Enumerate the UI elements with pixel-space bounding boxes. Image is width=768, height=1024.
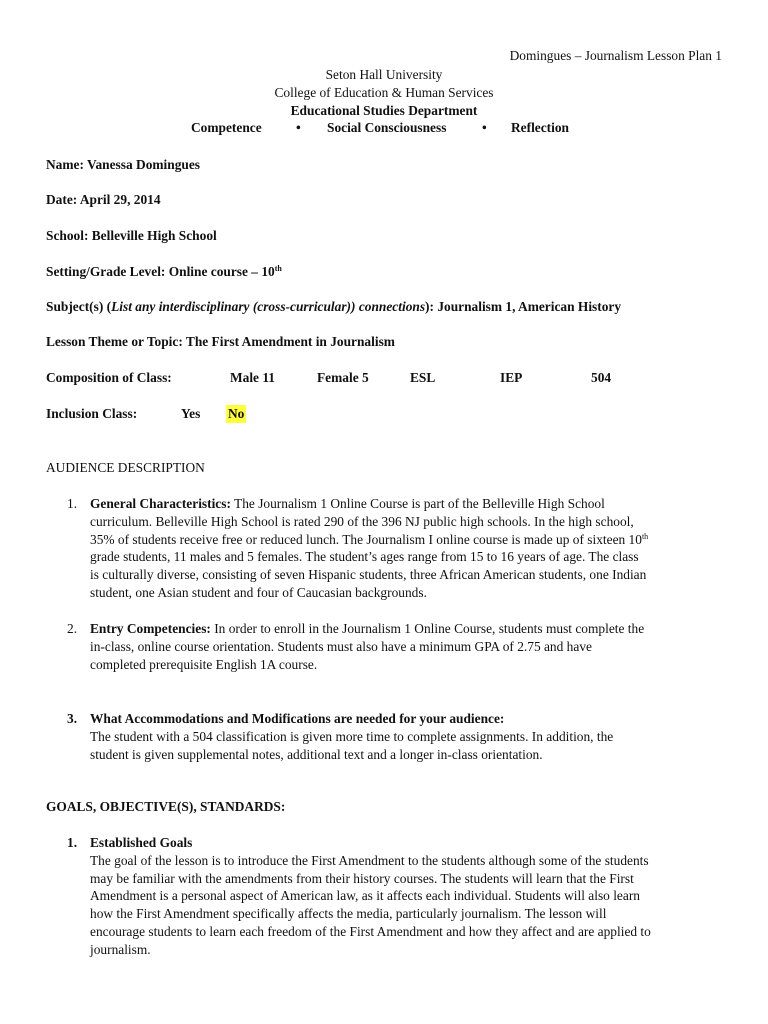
accommodations-paragraph: What Accommodations and Modifications are needed for your audience: The student with a 504 classification is given more time to complete assignments. In addition, the student is given supplemental notes, additional text and a longer in-class orientation. [90, 710, 726, 763]
department-name: Educational Studies Department [290, 103, 478, 118]
list-number: 2. [67, 621, 78, 636]
established-goals-paragraph: Established Goals The goal of the lesson is to introduce the First Amendment to the students although some of the students may be familiar with the amendments from their history courses. The students will learn that the First Amendment is a personal aspect of American law, as it affects each individual. Students will also learn how the First Amendment specifically affects the media, particularly journalism. The lesson will encourage students to learn each freedom of the First Amendment and how they affect and are applied to journalism. [90, 834, 726, 959]
composition-male: Male 11 [230, 370, 275, 385]
entry-competencies-title: Entry Competencies: [90, 621, 211, 636]
value-competence: Competence [191, 120, 262, 135]
value-separator: • [482, 120, 487, 135]
inclusion-yes: Yes [181, 406, 201, 421]
subjects-field: Subject(s) (List any interdisciplinary (cross-curricular)) connections): Journalism 1, American History [46, 299, 622, 314]
entry-competencies-paragraph: Entry Competencies: In order to enroll in the Journalism 1 Online Course, students must complete the in-class, online course orientation. Students must also have a minimum GPA of 2.75 and have completed prerequisite English 1A course. [90, 621, 645, 672]
value-social-consciousness: Social Consciousness [327, 120, 447, 135]
composition-iep: IEP [500, 370, 523, 385]
audience-heading: AUDIENCE DESCRIPTION [46, 460, 205, 475]
school-field: School: Belleville High School [46, 228, 217, 243]
composition-label: Composition of Class: [46, 370, 172, 385]
established-goals-title: Established Goals [90, 835, 193, 850]
list-number: 3. [67, 711, 78, 726]
composition-504: 504 [591, 370, 612, 385]
composition-female: Female 5 [317, 370, 369, 385]
goals-heading: GOALS, OBJECTIVE(S), STANDARDS: [46, 799, 286, 814]
theme-field: Lesson Theme or Topic: The First Amendment in Journalism [46, 334, 395, 349]
college-name: College of Education & Human Services [274, 85, 494, 100]
list-number: 1. [67, 835, 78, 850]
value-separator: • [296, 120, 301, 135]
setting-field: Setting/Grade Level: Online course – 10th [46, 264, 282, 279]
date-field: Date: April 29, 2014 [46, 192, 161, 207]
accommodations-title: What Accommodations and Modifications are needed for your audience: [90, 711, 505, 726]
composition-esl: ESL [410, 370, 436, 385]
university-name: Seton Hall University [325, 67, 443, 82]
list-number: 1. [67, 496, 78, 511]
inclusion-label: Inclusion Class: [46, 406, 138, 421]
value-reflection: Reflection [511, 120, 570, 135]
running-head: Domingues – Journalism Lesson Plan 1 [509, 48, 722, 63]
general-characteristics-paragraph: General Characteristics: The Journalism 1 Online Course is part of the Belleville High School curriculum. Belleville High School is rated 290 of the 396 NJ public high schools. In the high school, 35% of students receive free or reduced lunch. The Journalism I online course is made up of sixteen 10th grade students, 11 males and 5 females. The student’s ages range from 15 to 16 years of age. The class is culturally diverse, consisting of seven Hispanic students, three African American students, one Indian student, one Asian student and four of Caucasian backgrounds. [90, 496, 649, 600]
general-characteristics-title: General Characteristics: [90, 496, 231, 511]
name-field: Name: Vanessa Domingues [46, 157, 201, 172]
inclusion-no-highlighted: No [228, 406, 245, 421]
